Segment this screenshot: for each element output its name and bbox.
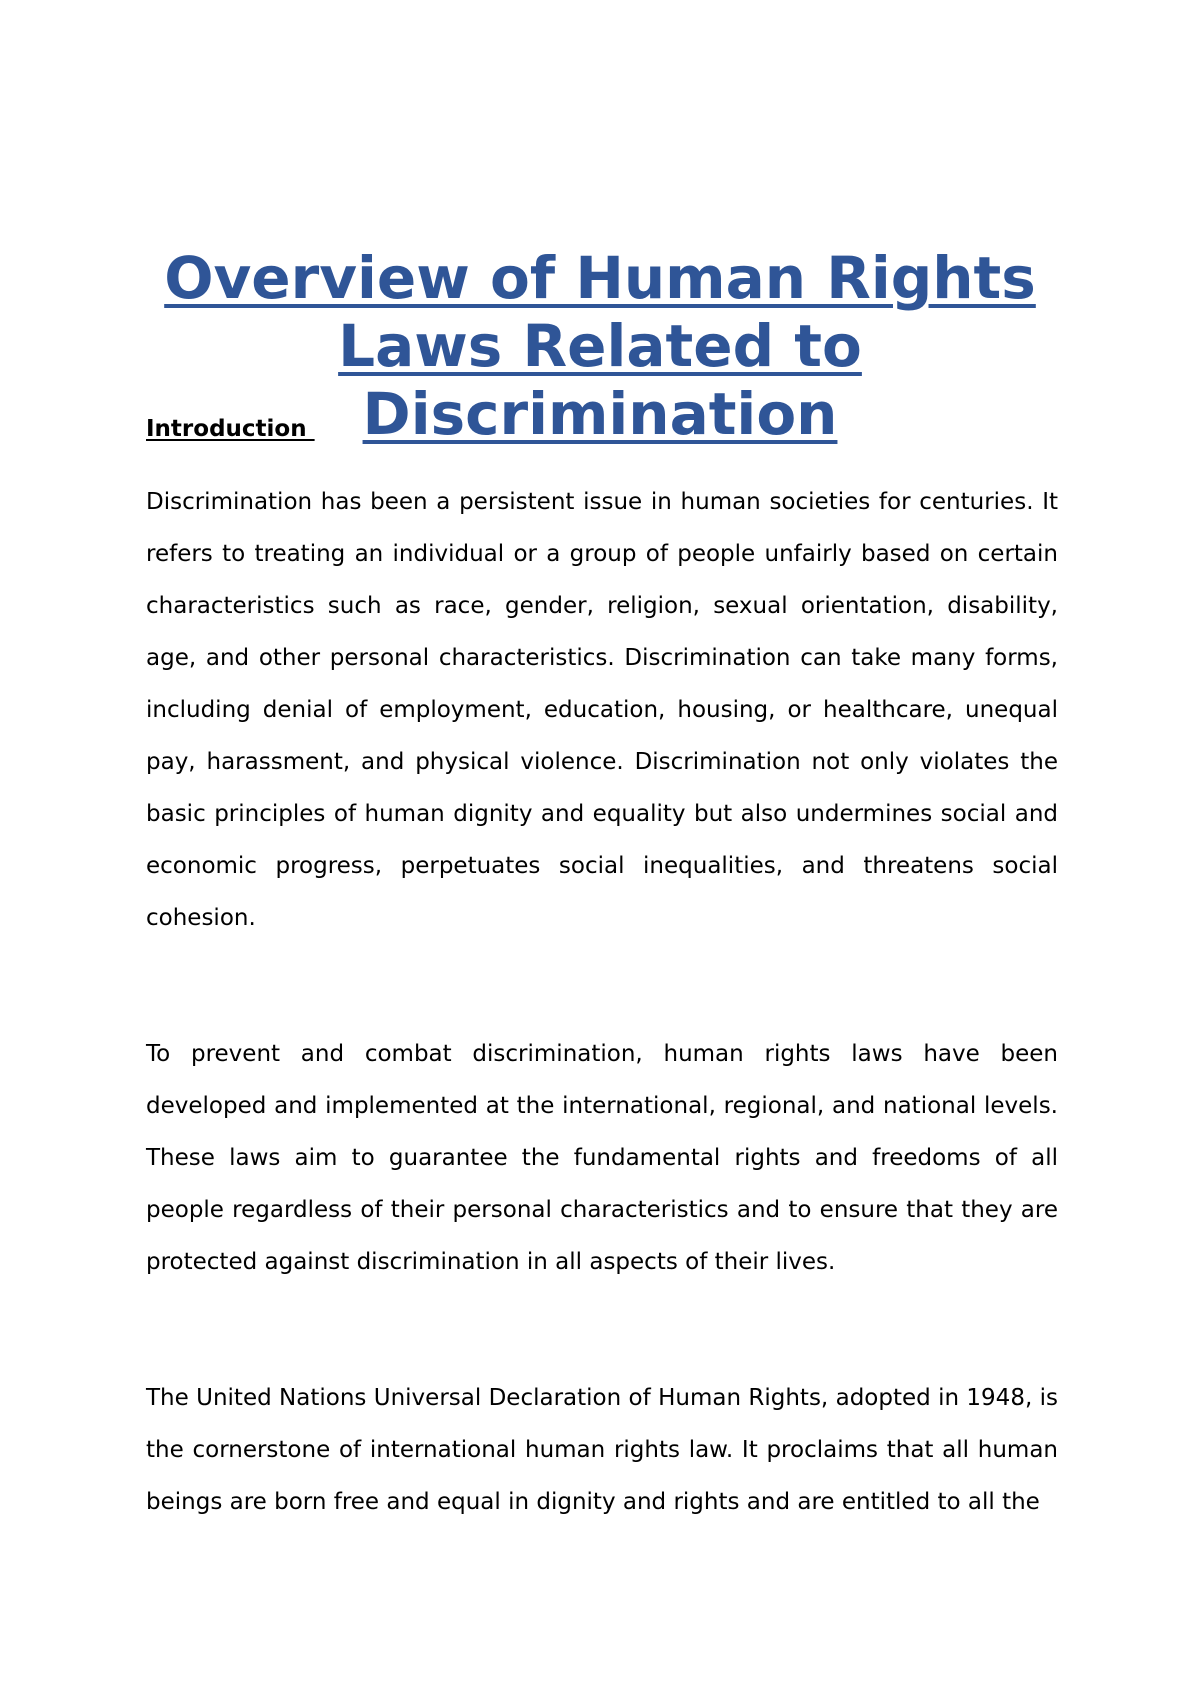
title-line-1: Overview of Human Rights bbox=[164, 243, 1036, 312]
body-paragraph-3: The United Nations Universal Declaration of Human Rights, adopted in 1948, is the cornerstone of international human rights law. It proclaims that all human beings are born free and equal in dignity and rights and are entitled to all the bbox=[146, 1385, 1058, 1515]
section-heading-introduction: Introduction bbox=[146, 416, 315, 442]
title-line-3: Discrimination bbox=[362, 379, 838, 448]
body-paragraph-2: To prevent and combat discrimination, human rights laws have been developed and implemented at the international, regional, and national levels. These laws aim to guarantee the fundamental rights and freedoms of all people regardless of their personal characteristics and to ensure that they are protected against discrimination in all aspects of their lives. bbox=[146, 1041, 1058, 1275]
body-paragraph-1: Discrimination has been a persistent issue in human societies for centuries. It refers to treating an individual or a group of people unfairly based on certain characteristics such as race, gender, religion, sexual orientation, disability, age, and other personal characteristics. Discrimination can take many forms, including denial of employment, education, housing, or healthcare, unequal pay, harassment, and physical violence. Discrimination not only violates the basic principles of human dignity and equality but also undermines social and economic progress, perpetuates social inequalities, and threatens social cohesion. bbox=[146, 489, 1058, 931]
title-line-2: Laws Related to bbox=[338, 311, 862, 380]
